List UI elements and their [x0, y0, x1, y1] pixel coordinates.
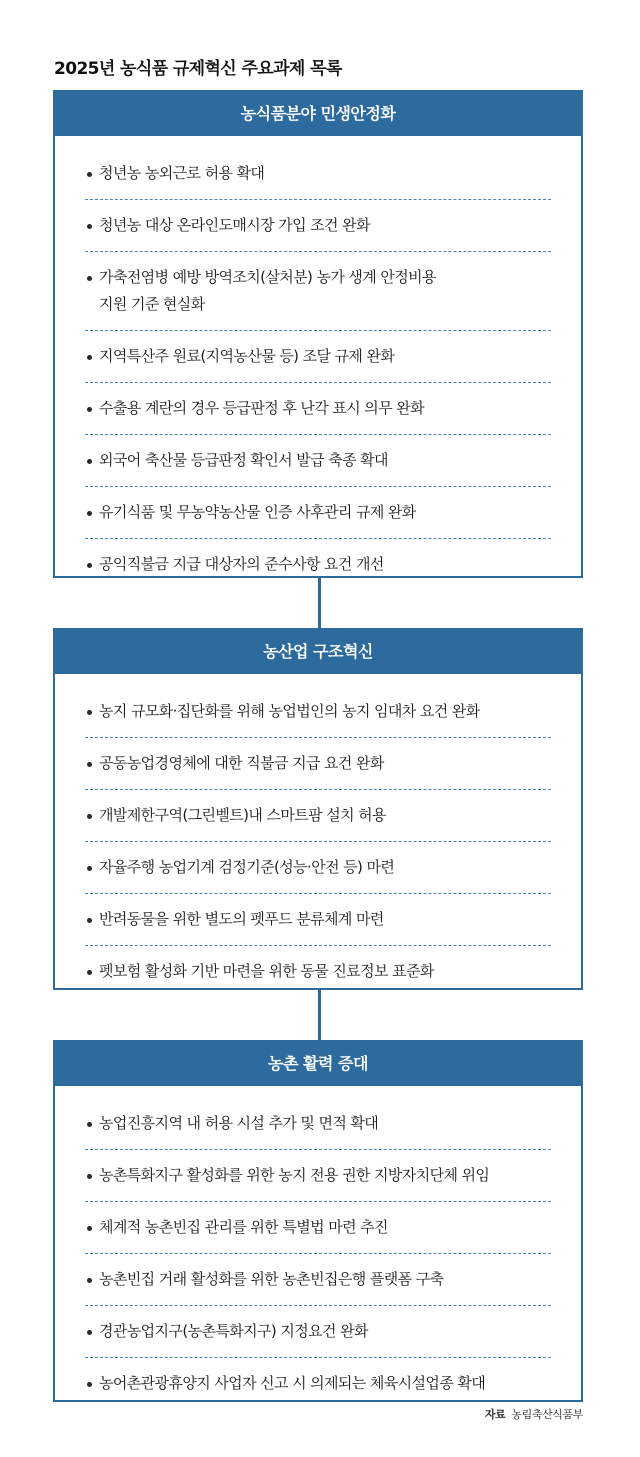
section-rural-vitality	[53, 1040, 583, 1402]
list-item	[85, 1202, 551, 1254]
bullet-icon	[87, 1122, 92, 1127]
bullet-icon	[87, 172, 92, 177]
list-item-text: 가축전염병 예방 방역조치(살처분) 농가 생계 안정비용 지원 기준 현실화	[99, 268, 436, 313]
list-item	[85, 894, 551, 946]
page-title: 2025년 농식품 규제혁신 주요과제 목록	[54, 59, 342, 79]
section-header: 농산업 구조혁신	[55, 630, 581, 674]
bullet-icon	[87, 355, 92, 360]
connector-line	[318, 578, 321, 628]
bullet-icon	[87, 224, 92, 229]
bullet-icon	[87, 1330, 92, 1335]
bullet-icon	[87, 762, 92, 767]
list-item-text: 반려동물을 위한 별도의 펫푸드 분류체계 마련	[99, 910, 384, 928]
bullet-icon	[87, 1174, 92, 1179]
list-item-text: 수출용 계란의 경우 등급판정 후 난각 표시 의무 완화	[99, 399, 425, 417]
list-item-text: 농업진흥지역 내 허용 시설 추가 및 면적 확대	[99, 1114, 379, 1132]
list-item-text: 유기식품 및 무농약농산물 인증 사후관리 규제 완화	[99, 503, 416, 521]
bullet-icon	[87, 970, 92, 975]
list-item	[85, 790, 551, 842]
list-item-text: 공익직불금 지급 대상자의 준수사항 요건 개선	[99, 555, 384, 573]
bullet-icon	[87, 1278, 92, 1283]
connector-line	[318, 990, 321, 1040]
list-item-text: 지역특산주 원료(지역농산물 등) 조달 규제 완화	[99, 347, 395, 365]
section-livelihood-stability	[53, 90, 583, 578]
list-item	[85, 738, 551, 790]
section-header: 농촌 활력 증대	[55, 1042, 581, 1086]
source-text: 농림축산식품부	[511, 1408, 583, 1421]
section-header: 농식품분야 민생안정화	[55, 92, 581, 136]
bullet-icon	[87, 1382, 92, 1387]
item-list	[55, 136, 581, 608]
list-item	[85, 842, 551, 894]
bullet-icon	[87, 710, 92, 715]
list-item-text: 공동농업경영체에 대한 직불금 지급 요건 완화	[99, 754, 384, 772]
source-label: 자료	[484, 1408, 506, 1421]
bullet-icon	[87, 563, 92, 568]
list-item	[85, 148, 551, 200]
list-item-text: 펫보험 활성화 기반 마련을 위한 동물 진료정보 표준화	[99, 962, 434, 980]
list-item	[85, 200, 551, 252]
item-list	[55, 674, 581, 1015]
list-item	[85, 487, 551, 539]
bullet-icon	[87, 814, 92, 819]
list-item	[85, 383, 551, 435]
list-item	[85, 1150, 551, 1202]
source-note	[485, 1406, 583, 1422]
list-item-text: 자율주행 농업기계 검정기준(성능·안전 등) 마련	[99, 858, 395, 876]
list-item	[85, 1358, 551, 1409]
list-item	[85, 331, 551, 383]
list-item-text: 농지 규모화·집단화를 위해 농업법인의 농지 임대차 요건 완화	[99, 702, 480, 720]
list-item-text: 개발제한구역(그린벨트)내 스마트팜 설치 허용	[99, 806, 386, 824]
bullet-icon	[87, 511, 92, 516]
list-item-text: 농촌빈집 거래 활성화를 위한 농촌빈집은행 플랫폼 구축	[99, 1270, 444, 1288]
bullet-icon	[87, 459, 92, 464]
bullet-icon	[87, 276, 92, 281]
list-item-text: 청년농 대상 온라인도매시장 가입 조건 완화	[99, 216, 370, 234]
list-item-text: 외국어 축산물 등급판정 확인서 발급 축종 확대	[99, 451, 388, 469]
bullet-icon	[87, 1226, 92, 1231]
section-industry-innovation	[53, 628, 583, 990]
list-item	[85, 1098, 551, 1150]
bullet-icon	[87, 407, 92, 412]
list-item	[85, 1254, 551, 1306]
list-item	[85, 435, 551, 487]
list-item-text: 체계적 농촌빈집 관리를 위한 특별법 마련 추진	[99, 1218, 388, 1236]
list-item	[85, 686, 551, 738]
list-item-text: 청년농 농외근로 허용 확대	[99, 164, 265, 182]
item-list	[55, 1086, 581, 1427]
bullet-icon	[87, 918, 92, 923]
list-item	[85, 1306, 551, 1358]
list-item-text: 농어촌관광휴양지 사업자 신고 시 의제되는 체육시설업종 확대	[99, 1374, 486, 1392]
list-item	[85, 252, 551, 331]
list-item-text: 농촌특화지구 활성화를 위한 농지 전용 권한 지방자치단체 위임	[99, 1166, 490, 1184]
bullet-icon	[87, 866, 92, 871]
list-item-text: 경관농업지구(농촌특화지구) 지정요건 완화	[99, 1322, 368, 1340]
